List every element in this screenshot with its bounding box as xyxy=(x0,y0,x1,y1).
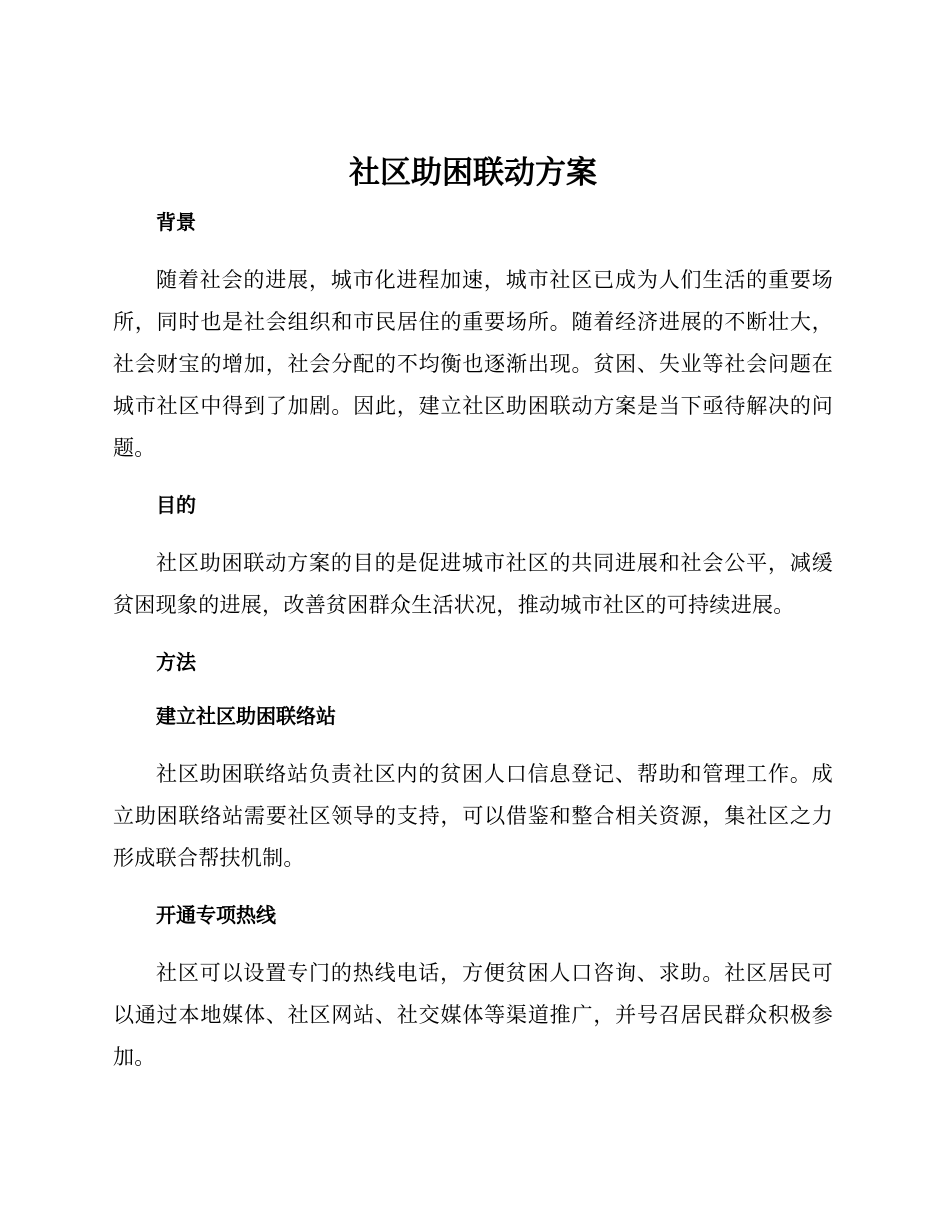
paragraph-station: 社区助困联络站负责社区内的贫困人口信息登记、帮助和管理工作。成立助困联络站需要社区领导的支持，可以借鉴和整合相关资源，集社区之力形成联合帮扶机制。 xyxy=(113,762,833,870)
heading-purpose: 目的 xyxy=(156,493,196,517)
paragraph-hotline: 社区可以设置专门的热线电话，方便贫困人口咨询、求助。社区居民可以通过本地媒体、社区网站、社交媒体等渠道推广，并号召居民群众积极参加。 xyxy=(113,961,833,1069)
heading-methods: 方法 xyxy=(156,650,196,674)
heading-hotline: 开通专项热线 xyxy=(156,903,276,927)
document-title: 社区助困联动方案 xyxy=(349,155,597,191)
document-body xyxy=(113,150,833,1078)
paragraph-purpose: 社区助困联动方案的目的是促进城市社区的共同进展和社会公平，减缓贫困现象的进展，改善贫困群众生活状况，推动城市社区的可持续进展。 xyxy=(113,551,833,617)
heading-background: 背景 xyxy=(156,210,196,234)
heading-station: 建立社区助困联络站 xyxy=(156,704,336,728)
paragraph-background: 随着社会的进展，城市化进程加速，城市社区已成为人们生活的重要场所，同时也是社会组织和市民居住的重要场所。随着经济进展的不断壮大，社会财宝的增加，社会分配的不均衡也逐渐出现。贫困、失业等社会问题在城市社区中得到了加剧。因此，建立社区助困联动方案是当下亟待解决的问题。 xyxy=(113,268,833,460)
